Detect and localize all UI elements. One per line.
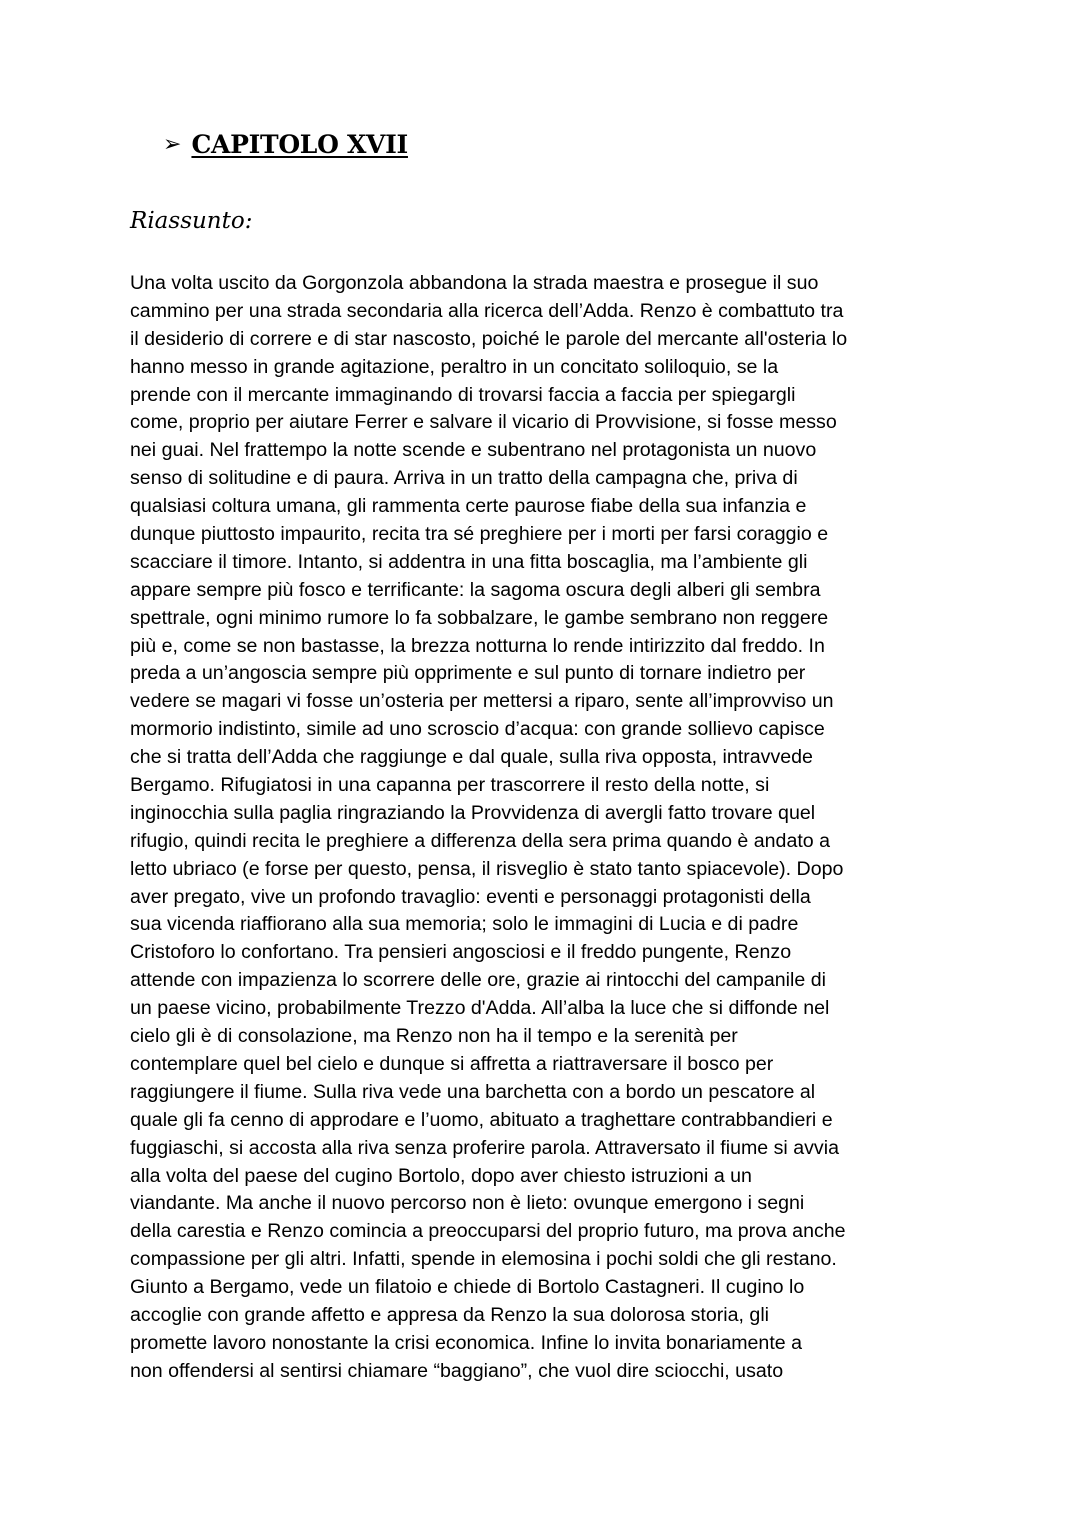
section-label: Riassunto:	[130, 208, 253, 234]
summary-paragraph	[130, 270, 960, 1386]
summary-line: fuggiaschi, si accosta alla riva senza proferire parola. Attraversato il fiume si avvia	[130, 1136, 839, 1159]
summary-line: contemplare quel bel cielo e dunque si affretta a riattraversare il bosco per	[130, 1052, 774, 1075]
summary-line: aver pregato, vive un profondo travaglio: eventi e personaggi protagonisti della	[130, 885, 811, 908]
summary-line: accoglie con grande affetto e appresa da Renzo la sua dolorosa storia, gli	[130, 1303, 770, 1326]
arrow-bullet-icon: ➢	[163, 131, 182, 157]
summary-line: mormorio indistinto, simile ad uno scroscio d’acqua: con grande sollievo capisce	[130, 718, 825, 741]
summary-line: nei guai. Nel frattempo la notte scende e subentrano nel protagonista un nuovo	[130, 439, 817, 462]
chapter-heading	[163, 130, 408, 159]
summary-line: preda a un’angoscia sempre più opprimente e sul punto di tornare indietro per	[130, 662, 806, 685]
summary-line: sua vicenda riaffiorano alla sua memoria; solo le immagini di Lucia e di padre	[130, 913, 799, 936]
summary-line: dunque piuttosto impaurito, recita tra sé preghiere per i morti per farsi coraggio e	[130, 523, 829, 546]
summary-line: cammino per una strada secondaria alla ricerca dell’Adda. Renzo è combattuto tra	[130, 299, 844, 322]
summary-line: senso di solitudine e di paura. Arriva in un tratto della campagna che, priva di	[130, 467, 798, 490]
summary-line: compassione per gli altri. Infatti, spende in elemosina i pochi soldi che gli restano.	[130, 1248, 837, 1271]
summary-line: Giunto a Bergamo, vede un filatoio e chiede di Bortolo Castagneri. Il cugino lo	[130, 1276, 805, 1299]
summary-line: hanno messo in grande agitazione, peraltro in un concitato soliloquio, se la	[130, 355, 779, 378]
summary-line: qualsiasi coltura umana, gli rammenta certe paurose fiabe della sua infanzia e	[130, 495, 807, 518]
summary-line: promette lavoro nonostante la crisi economica. Infine lo invita bonariamente a	[130, 1331, 803, 1354]
summary-line: rifugio, quindi recita le preghiere a differenza della sera prima quando è andato a	[130, 829, 831, 852]
summary-line: scacciare il timore. Intanto, si addentra in una fitta boscaglia, ma l’ambiente gli	[130, 550, 808, 573]
summary-line: raggiungere il fiume. Sulla riva vede una barchetta con a bordo un pescatore al	[130, 1080, 816, 1103]
summary-line: Una volta uscito da Gorgonzola abbandona la strada maestra e prosegue il suo	[130, 272, 819, 294]
summary-line: letto ubriaco (e forse per questo, pensa, il risveglio è stato tanto spiacevole). Dopo	[130, 857, 844, 880]
summary-line: più e, come se non bastasse, la brezza notturna lo rende intirizzito dal freddo. In	[130, 634, 825, 657]
summary-line: viandante. Ma anche il nuovo percorso non è lieto: ovunque emergono i segni	[130, 1192, 805, 1215]
summary-line: quale gli fa cenno di approdare e l’uomo, abituato a traghettare contrabbandieri e	[130, 1108, 833, 1131]
summary-line: appare sempre più fosco e terrificante: la sagoma oscura degli alberi gli sembra	[130, 578, 821, 601]
summary-line: cielo gli è di consolazione, ma Renzo non ha il tempo e la serenità per	[130, 1025, 738, 1048]
summary-line: un paese vicino, probabilmente Trezzo d'Adda. All’alba la luce che si diffonde nel	[130, 997, 830, 1020]
summary-line: non offendersi al sentirsi chiamare “baggiano”, che vuol dire sciocchi, usato	[130, 1359, 784, 1382]
summary-line: Cristoforo lo confortano. Tra pensieri angosciosi e il freddo pungente, Renzo	[130, 941, 792, 964]
summary-line: vedere se magari vi fosse un’osteria per mettersi a riparo, sente all’improvviso un	[130, 690, 834, 713]
summary-line: alla volta del paese del cugino Bortolo, dopo aver chiesto istruzioni a un	[130, 1164, 752, 1187]
summary-line: spettrale, ogni minimo rumore lo fa sobbalzare, le gambe sembrano non reggere	[130, 606, 829, 629]
summary-line: attende con impazienza lo scorrere delle ore, grazie ai rintocchi del campanile di	[130, 969, 826, 992]
summary-line: come, proprio per aiutare Ferrer e salvare il vicario di Provvisione, si fosse messo	[130, 411, 837, 434]
summary-line: inginocchia sulla paglia ringraziando la Provvidenza di avergli fatto trovare quel	[130, 801, 816, 824]
summary-line: della carestia e Renzo comincia a preoccuparsi del proprio futuro, ma prova anche	[130, 1220, 846, 1243]
chapter-title: CAPITOLO XVII	[191, 130, 408, 159]
summary-line: che si tratta dell’Adda che raggiunge e dal quale, sulla riva opposta, intravvede	[130, 746, 813, 769]
summary-line: Bergamo. Rifugiatosi in una capanna per trascorrere il resto della notte, si	[130, 774, 770, 797]
summary-line: il desiderio di correre e di star nascosto, poiché le parole del mercante all'osteria lo	[130, 327, 848, 350]
summary-line: prende con il mercante immaginando di trovarsi faccia a faccia per spiegargli	[130, 383, 796, 406]
